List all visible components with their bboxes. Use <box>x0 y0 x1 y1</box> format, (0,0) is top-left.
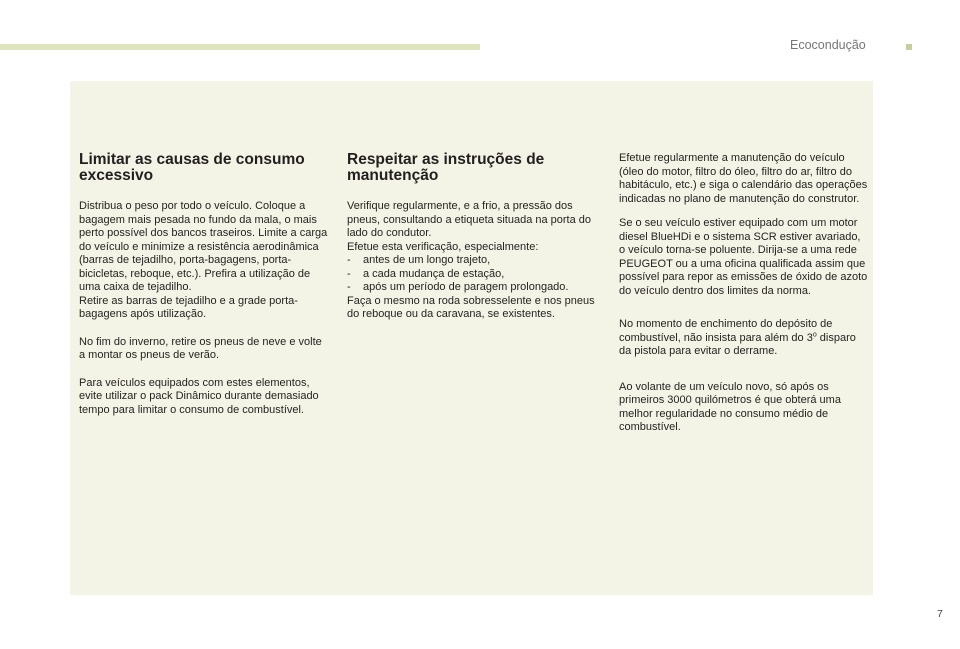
paragraph-check-when: Efetue esta verificação, especialmente: <box>347 240 539 253</box>
header-rule <box>0 44 480 50</box>
paragraph-weight-text: Distribua o peso por todo o veículo. Coloque a bagagem mais pesada no fundo da mala, o mais perto possível dos bancos traseiros. Limite a carga do veículo e minimize a resistência aerodinâmica (barras de tejadilho, porta-bagagens, porta-bicicletas, reboque, etc.). Prefira a utilização de uma caixa de tejadilho. <box>79 200 328 293</box>
paragraph-refuelling <box>619 318 869 359</box>
paragraph-roof-bars: Retire as barras de tejadilho e a grade porta-bagagens após utilização. <box>79 294 298 320</box>
ordinal-marker: o <box>812 330 817 338</box>
heading-maintenance: Respeitar as instruções de manutenção <box>347 151 545 184</box>
list-item: - a cada mudança de estação, <box>347 268 597 282</box>
heading-limit-consumption: Limitar as causas de consumo excessivo <box>79 151 305 184</box>
section-title: Ecocondução <box>790 38 866 52</box>
refuelling-text-b: disparo da pistola para evitar o derrame. <box>619 331 856 357</box>
paragraph-tyre-pressure <box>347 200 597 254</box>
paragraph-bluehdi: Se o seu veículo estiver equipado com um motor diesel BlueHDi e o sistema SCR estiver avariado, o veículo torna-se poluente. Dirija-se a uma rede PEUGEOT ou a uma oficina qualificada assim que possível para repor as emissões de óxido de azoto do veículo dentro dos limites da norma. <box>619 217 868 297</box>
paragraph-winter-tyres: No fim do inverno, retire os pneus de neve e volte a montar os pneus de verão. <box>79 335 322 361</box>
list-item: - antes de um longo trajeto, <box>347 254 597 268</box>
paragraph-tyre-pressure-text: Verifique regularmente, e a frio, a pressão dos pneus, consultando a etiqueta situada na porta do lado do condutor. <box>347 200 592 239</box>
refuelling-text-a: No momento de enchimento do depósito de combustível, não insista para além do 3 <box>619 318 833 344</box>
paragraph-new-vehicle: Ao volante de um veículo novo, só após os primeiros 3000 quilómetros é que obterá uma melhor regularidade no consumo médio de combustível. <box>619 380 841 433</box>
paragraph-dynamic-pack: Para veículos equipados com estes elementos, evite utilizar o pack Dinâmico durante demasiado tempo para limitar o consumo de combustível. <box>79 376 319 416</box>
column-consumption <box>79 152 329 431</box>
column-service <box>619 152 869 446</box>
paragraph-service-schedule: Efetue regularmente a manutenção do veículo (óleo do motor, filtro do óleo, filtro do ar, filtro do habitáculo, etc.) e siga o calendário das operações indicadas no plano de manutenção do construtor. <box>619 152 868 205</box>
page-number: 7 <box>937 608 943 620</box>
section-marker <box>906 44 912 50</box>
list-item: - após um período de paragem prolongado. <box>347 281 597 295</box>
column-maintenance <box>347 152 597 336</box>
paragraph-weight <box>79 200 329 322</box>
check-list <box>347 254 597 295</box>
paragraph-spare-wheel: Faça o mesmo na roda sobresselente e nos pneus do reboque ou da caravana, se existentes. <box>347 294 595 320</box>
